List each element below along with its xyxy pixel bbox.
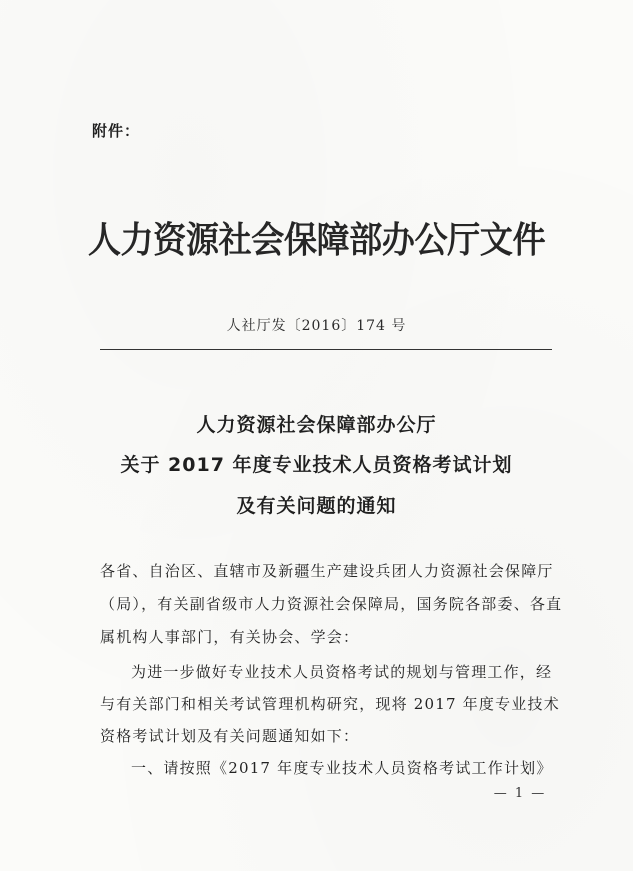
document-number: 人社厅发〔2016〕174 号	[226, 318, 407, 334]
body-line-recipients-2: （局），有关副省级市人力资源社会保障局，国务院各部委、各直	[100, 595, 563, 613]
issuer-header: 人力资源社会保障部办公厅文件	[87, 220, 546, 261]
body-line-recipients-3: 属机构人事部门，有关协会、学会：	[100, 628, 360, 646]
title-line-3: 及有关问题的通知	[236, 495, 397, 517]
body-line-paragraph-2: 与有关部门和相关考试管理机构研究，现将 2017 年度专业技术	[100, 695, 560, 713]
title-line-2: 关于 2017 年度专业技术人员资格考试计划	[120, 454, 513, 476]
body-line-paragraph-1: 为进一步做好专业技术人员资格考试的规划与管理工作，经	[131, 663, 553, 681]
body-line-recipients-1: 各省、自治区、直辖市及新疆生产建设兵团人力资源社会保障厅	[100, 562, 554, 580]
title-line-1: 人力资源社会保障部办公厅	[196, 414, 437, 436]
header-divider	[100, 349, 552, 350]
attachment-label: 附件：	[92, 122, 141, 140]
body-line-section-1: 一、请按照《2017 年度专业技术人员资格考试工作计划》	[131, 759, 553, 777]
page-number: — 1 —	[493, 786, 547, 801]
body-line-paragraph-3: 资格考试计划及有关问题通知如下：	[100, 727, 360, 745]
